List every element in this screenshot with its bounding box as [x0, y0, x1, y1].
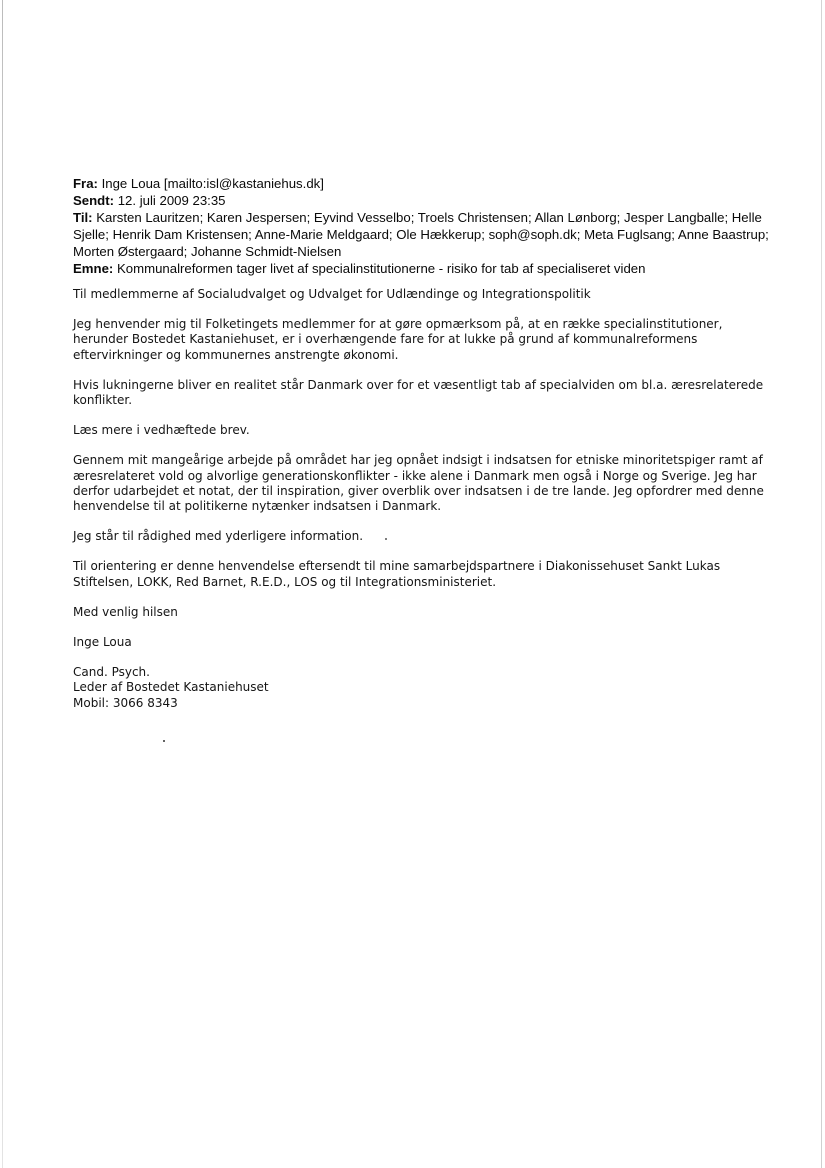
- subject-line: [73, 260, 773, 277]
- scan-speck-2: [385, 538, 387, 540]
- paragraph-salutation: Til medlemmerne af Socialudvalget og Udvalget for Udlændinge og Integrationspolitik: [73, 287, 591, 301]
- signature-name: Inge Loua: [73, 635, 132, 650]
- sent-label: Sendt:: [73, 193, 115, 208]
- signature-role: Leder af Bostedet Kastaniehuset: [73, 680, 269, 695]
- email-letter: [73, 175, 773, 711]
- to-label: Til:: [73, 210, 93, 225]
- signature-block: [73, 605, 773, 711]
- scan-speck: [163, 740, 165, 742]
- from-label: Fra:: [73, 176, 98, 191]
- from-line: [73, 175, 773, 192]
- sent-value: 12. juli 2009 23:35: [117, 193, 226, 208]
- scan-edge-left: [2, 0, 3, 1168]
- from-value: Inge Loua [mailto:isl@kastaniehus.dk]: [101, 176, 324, 191]
- scan-edge-right: [821, 0, 822, 1168]
- signature-phone: Mobil: 3066 8343: [73, 695, 178, 710]
- subject-label: Emne:: [73, 261, 114, 276]
- to-value: Karsten Lauritzen; Karen Jespersen; Eyvind Vesselbo; Troels Christensen; Allan Lønborg; Jesper Langballe; Helle Sjelle; Henrik Dam Kristensen; Anne-Marie Meldgaard; Ole Hækkerup; soph@soph.dk; Meta Fuglsang; Anne Baastrup; Morten Østergaard; Johanne Schmidt-Nielsen: [73, 210, 769, 259]
- subject-value: Kommunalreformen tager livet af specialinstitutionerne - risiko for tab af specialiseret viden: [116, 261, 646, 276]
- signature-title: Cand. Psych.: [73, 665, 150, 680]
- paragraph-experience: Gennem mit mangeårige arbejde på området har jeg opnået indsigt i indsatsen for etniske minoritetspiger ramt af æresrelateret vold og alvorlige generationskonflikter - ikke alene i Danmark men også i Norge og Sverige. Jeg har derfor udarbejdet et notat, der til inspiration, giver overblik over indsatsen i de tre lande. Jeg opfordrer med denne henvendelse til at politikerne nytænker indsatsen i Danmark.: [73, 453, 764, 514]
- email-header: [73, 175, 773, 277]
- paragraph-orientation: Til orientering er denne henvendelse eftersendt til mine samarbejdspartnere i Diakonissehuset Sankt Lukas Stiftelsen, LOKK, Red Barnet, R.E.D., LOS og til Integrationsministeriet.: [73, 559, 721, 589]
- sent-line: [73, 192, 773, 209]
- paragraph-availability: Jeg står til rådighed med yderligere information.: [73, 529, 364, 544]
- signature-details: [73, 665, 773, 711]
- paragraph-attachment: Læs mere i vedhæftede brev.: [73, 423, 250, 438]
- paragraph-consequence: Hvis lukningerne bliver en realitet står Danmark over for et væsentligt tab af specialviden om bl.a. æresrelaterede konflikter.: [73, 377, 764, 408]
- signature-closing: Med venlig hilsen: [73, 604, 178, 619]
- to-line: [73, 209, 773, 260]
- email-body: [73, 287, 773, 711]
- paragraph-intro: Jeg henvender mig til Folketingets medlemmer for at gøre opmærksom på, at en række specialinstitutioner, herunder Bostedet Kastaniehuset, er i overhængende fare for at lukke på grund af kommunalreformens eftervirkninger og kommunernes anstrengte økonomi.: [73, 317, 723, 362]
